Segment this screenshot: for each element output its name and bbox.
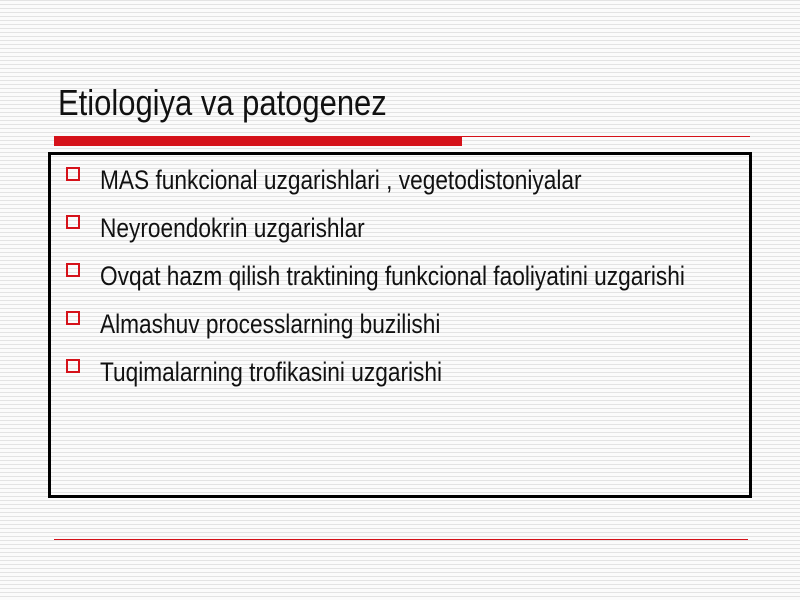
slide-title: Etiologiya va patogenez xyxy=(58,82,387,123)
bullet-text: Almashuv processlarning buzilishi xyxy=(100,309,441,339)
list-item xyxy=(62,163,742,198)
list-item xyxy=(62,355,742,390)
title-accent-bar xyxy=(54,137,462,146)
bullet-text: Neyroendokrin uzgarishlar xyxy=(100,213,365,243)
square-bullet-icon xyxy=(66,215,80,229)
list-item xyxy=(62,211,742,246)
square-bullet-icon xyxy=(66,167,80,181)
bullet-text: MAS funkcional uzgarishlari , vegetodistoniyalar xyxy=(100,165,582,195)
bullet-text: Ovqat hazm qilish traktining funkcional faoliyatini uzgarishi xyxy=(100,261,685,291)
list-item xyxy=(62,307,742,342)
list-item xyxy=(62,259,742,294)
footer-divider-line xyxy=(54,539,748,540)
bullet-text: Tuqimalarning trofikasini uzgarishi xyxy=(100,357,443,387)
square-bullet-icon xyxy=(66,359,80,373)
bullet-list xyxy=(62,163,742,403)
square-bullet-icon xyxy=(66,311,80,325)
square-bullet-icon xyxy=(66,263,80,277)
